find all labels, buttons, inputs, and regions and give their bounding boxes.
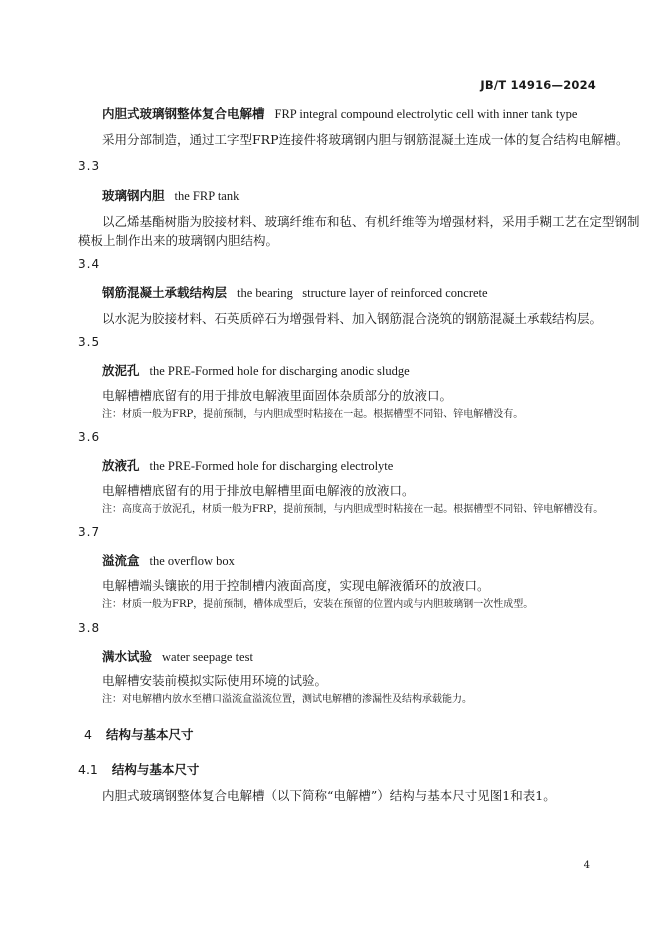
section-heading <box>84 725 193 743</box>
term-zh: 满水试验 <box>102 649 153 664</box>
term-zh: 玻璃钢内胆 <box>102 188 165 203</box>
subsection-heading <box>78 760 199 778</box>
definition-line: 电解槽端头镶嵌的用于控制槽内液面高度，实现电解液循环的放液口。 <box>102 578 490 593</box>
note: 注：材质一般为FRP，提前预制，槽体成型后，安装在预留的位置内或与内胆玻璃钢一次性成型。 <box>102 599 534 610</box>
term-en: FRP integral compound electrolytic cell with inner tank type <box>274 107 578 121</box>
clause-number: 3.7 <box>78 525 101 539</box>
term-en: the PRE-Formed hole for discharging electrolyte <box>149 459 394 473</box>
subsection-title: 结构与基本尺寸 <box>111 762 200 777</box>
term-heading <box>102 647 253 665</box>
clause-number: 3.3 <box>78 159 101 173</box>
subsection-number: 4.1 <box>78 762 98 777</box>
term-zh: 内胆式玻璃钢整体复合电解槽 <box>102 106 265 121</box>
note: 注：高度高于放泥孔，材质一般为FRP，提前预制，与内胆成型时粘接在一起。根据槽型不同铅、锌电解槽没有。 <box>102 504 604 515</box>
term-heading <box>102 551 235 569</box>
term-en: the FRP tank <box>174 189 240 203</box>
definition-line: 电解槽槽底留有的用于排放电解槽里面电解液的放液口。 <box>102 483 415 498</box>
definition-line: 以乙烯基酯树脂为胶接材料、玻璃纤维布和毡、有机纤维等为增强材料，采用手糊工艺在定型钢制 <box>102 214 640 229</box>
term-heading <box>102 283 488 301</box>
definition-line: 采用分部制造，通过工字型FRP连接件将玻璃钢内胆与钢筋混凝土连成一体的复合结构电解槽。 <box>102 132 629 147</box>
note: 注：材质一般为FRP，提前预制，与内胆成型时粘接在一起。根据槽型不同铅、锌电解槽没有。 <box>102 409 524 420</box>
term-zh: 放液孔 <box>102 458 140 473</box>
term-heading <box>102 104 577 122</box>
body-paragraph: 内胆式玻璃钢整体复合电解槽（以下简称“电解槽”）结构与基本尺寸见图1和表1。 <box>102 788 556 803</box>
term-heading <box>102 186 239 204</box>
term-zh: 钢筋混凝土承载结构层 <box>102 285 228 300</box>
section-title: 结构与基本尺寸 <box>105 727 194 742</box>
definition-line: 电解槽槽底留有的用于排放电解液里面固体杂质部分的放液口。 <box>102 388 453 403</box>
clause-number: 3.6 <box>78 430 101 444</box>
term-heading <box>102 456 393 474</box>
definition-line: 以水泥为胶接材料、石英质碎石为增强骨料、加入钢筋混合浇筑的钢筋混凝土承载结构层。 <box>102 311 603 326</box>
definition-line: 模板上制作出来的玻璃钢内胆结构。 <box>78 233 279 248</box>
note: 注：对电解槽内放水至槽口溢流盒溢流位置，测试电解槽的渗漏性及结构承载能力。 <box>102 694 472 705</box>
clause-number: 3.4 <box>78 257 101 271</box>
clause-number: 3.5 <box>78 335 101 349</box>
page-number: 4 <box>583 860 590 871</box>
term-zh: 溢流盒 <box>102 553 140 568</box>
definition-line: 电解槽安装前模拟实际使用环境的试验。 <box>102 673 328 688</box>
term-en: water seepage test <box>162 650 253 664</box>
term-en: the overflow box <box>149 554 235 568</box>
section-number: 4 <box>84 727 92 742</box>
standard-code: JB/T 14916—2024 <box>480 78 596 92</box>
term-en: the bearing structure layer of reinforced concrete <box>237 286 488 300</box>
term-heading <box>102 361 410 379</box>
term-zh: 放泥孔 <box>102 363 140 378</box>
term-en: the PRE-Formed hole for discharging anodic sludge <box>149 364 410 378</box>
clause-number: 3.8 <box>78 621 101 635</box>
